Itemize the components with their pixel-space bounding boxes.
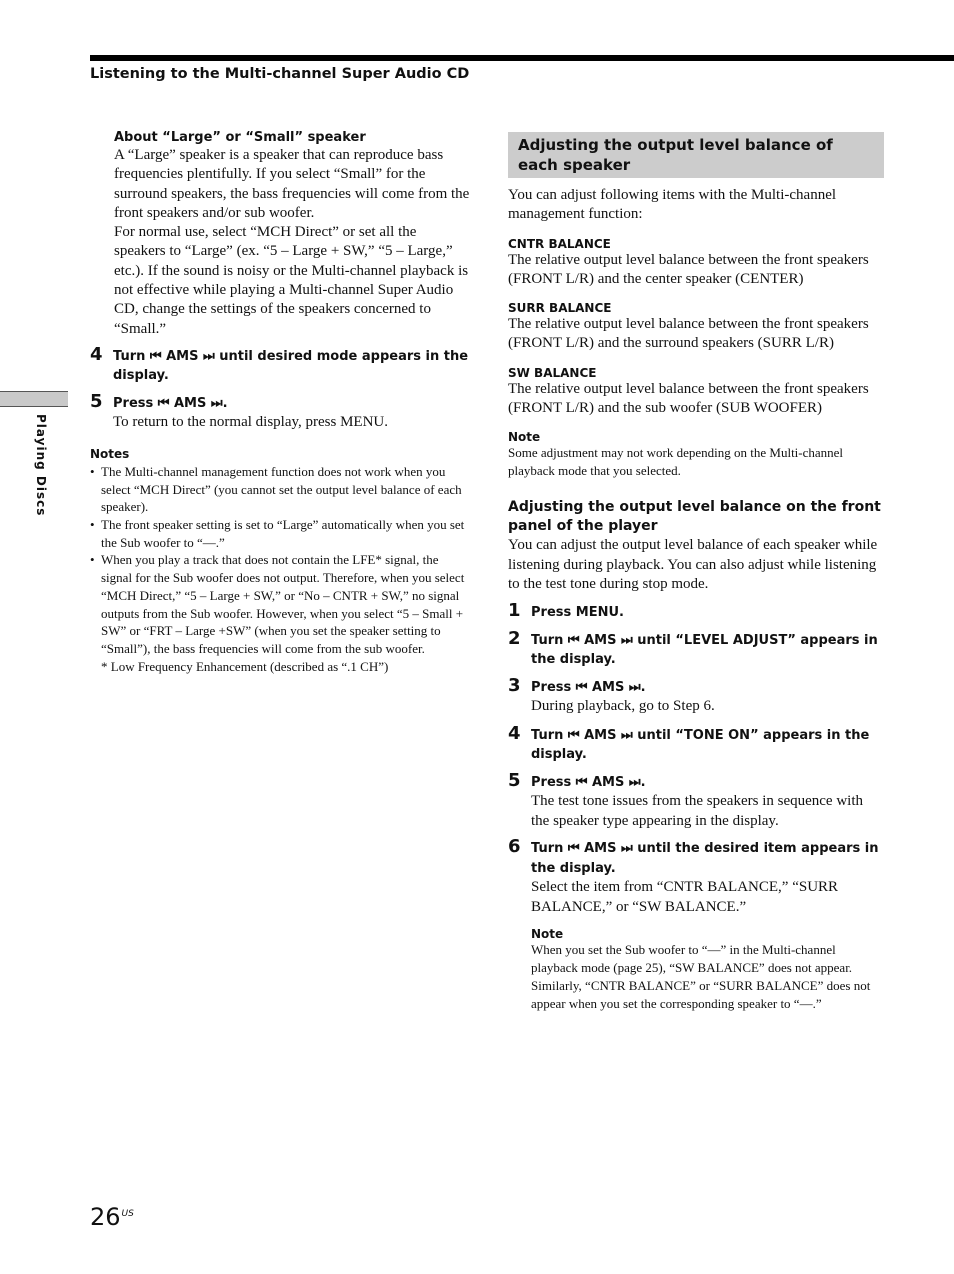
step-number: 2 [508,627,521,649]
item-text-surr: The relative output level balance between the front speakers (FRONT L/R) and the surround speakers (SURR L/R) [508,316,869,352]
section-tab-label: Playing Discs [34,414,48,517]
step-number: 4 [90,343,103,365]
step-heading: Turn ⏮ AMS ⏭ until desired mode appears in the display. [113,348,469,384]
front-panel-intro: You can adjust the output level balance of each speaker while listening during playback. You can also adjust while listening to the test tone during stop mode. [508,537,878,592]
left-step-5 [90,390,470,433]
right-step-1 [508,600,884,623]
page-number-suffix: US [121,1209,134,1219]
header-rule [90,55,954,61]
right-step-6 [508,836,884,1013]
note-title: Note [508,430,541,445]
item-text-cntr: The relative output level balance between the front speakers (FRONT L/R) and the center speaker (CENTER) [508,251,869,287]
note-item: • When you play a track that does not contain the LFE* signal, the signal for the Sub woofer does not output. Therefore, when you select “MCH Direct,” “5 – Large + SW,” or “No – CNTR + SW,” no signal outputs from the Sub woofer. However, when you select “5 – Small + SW” or “FRT – Large +SW” (when you set the speaker setting to “Small”), the bass frequencies will come from the sub woofer. [90,551,470,657]
note-title: Note [531,927,564,942]
page-header: Listening to the Multi-channel Super Audio CD [90,66,470,82]
step-number: 5 [90,390,103,412]
note-text: When you set the Sub woofer to “—” in the Multi-channel playback mode (page 25), “SW BALANCE” does not appear. Similarly, “CNTR BALANCE” or “SURR BALANCE” does not appear when you set the corresponding speaker to “—.” [531,942,871,1012]
step-number: 1 [508,600,521,622]
step-number: 3 [508,674,521,696]
step-heading: Turn ⏮ AMS ⏭ until the desired item appears in the display. [531,841,879,876]
footnote: * Low Frequency Enhancement (described as “.1 CH”) [101,658,389,674]
note-item: • The Multi-channel management function does not work when you select “MCH Direct” (you cannot set the output level balance of each speaker). [90,463,470,516]
left-step-4 [90,343,470,386]
note-text: Some adjustment may not work depending on the Multi-channel playback mode that you selected. [508,445,844,479]
step-heading: Press ⏮ AMS ⏭. [531,679,646,695]
front-panel-title: Adjusting the output level balance on the front panel of the player [508,499,881,535]
step-heading: Press ⏮ AMS ⏭. [113,395,228,411]
step-heading: Press ⏮ AMS ⏭. [531,774,646,790]
notes-list [90,463,470,658]
about-speaker-title: About “Large” or “Small” speaker [114,130,366,145]
right-step-3 [508,674,884,717]
step-text: To return to the normal display, press MENU. [113,414,389,431]
step-heading: Turn ⏮ AMS ⏭ until “LEVEL ADJUST” appears in the display. [531,632,878,668]
right-column [508,132,884,1013]
step-number: 4 [508,722,521,744]
note-item: • The front speaker setting is set to “Large” automatically when you set the Sub woofer to “—.” [90,516,470,551]
section-title-shaded: Adjusting the output level balance of each speaker [508,132,884,178]
item-text-sw: The relative output level balance between the front speakers (FRONT L/R) and the sub woofer (SUB WOOFER) [508,380,869,417]
step-text: The test tone issues from the speakers in sequence with the speaker type appearing in the display. [531,793,863,829]
left-column [90,130,470,675]
about-speaker-paragraph-1: A “Large” speaker is a speaker that can reproduce bass frequencies plentifully. If you select “Small” for the surround speakers, the bass frequencies will come from the front speakers and/or sub woofer. [114,147,470,221]
about-speaker-paragraph-2: For normal use, select “MCH Direct” or set all the speakers to “Large” (ex. “5 – Large + SW,” “5 – Large,” etc.). If the sound is noisy or the Multi-channel playback is not effective while playing a Multi-channel Super Audio CD, change the settings of the speakers concerned to “Small.” [114,224,469,337]
item-label-cntr: CNTR BALANCE [508,236,611,251]
page-number [90,1203,134,1231]
step-heading: Turn ⏮ AMS ⏭ until “TONE ON” appears in the display. [531,727,870,763]
section-tab [0,391,68,407]
step-text: Select the item from “CNTR BALANCE,” “SURR BALANCE,” or “SW BALANCE.” [531,879,839,915]
item-label-surr: SURR BALANCE [508,301,612,316]
intro-paragraph: You can adjust following items with the Multi-channel management function: [508,187,837,223]
notes-title: Notes [90,446,130,461]
page-number-value: 26 [90,1203,121,1231]
step-number: 5 [508,769,521,791]
right-step-2 [508,627,884,670]
step-text: During playback, go to Step 6. [531,698,715,715]
item-label-sw: SW BALANCE [508,365,597,380]
right-step-4 [508,722,884,765]
step-heading: Press MENU. [531,605,624,621]
right-step-5 [508,769,884,832]
step-number: 6 [508,836,521,858]
